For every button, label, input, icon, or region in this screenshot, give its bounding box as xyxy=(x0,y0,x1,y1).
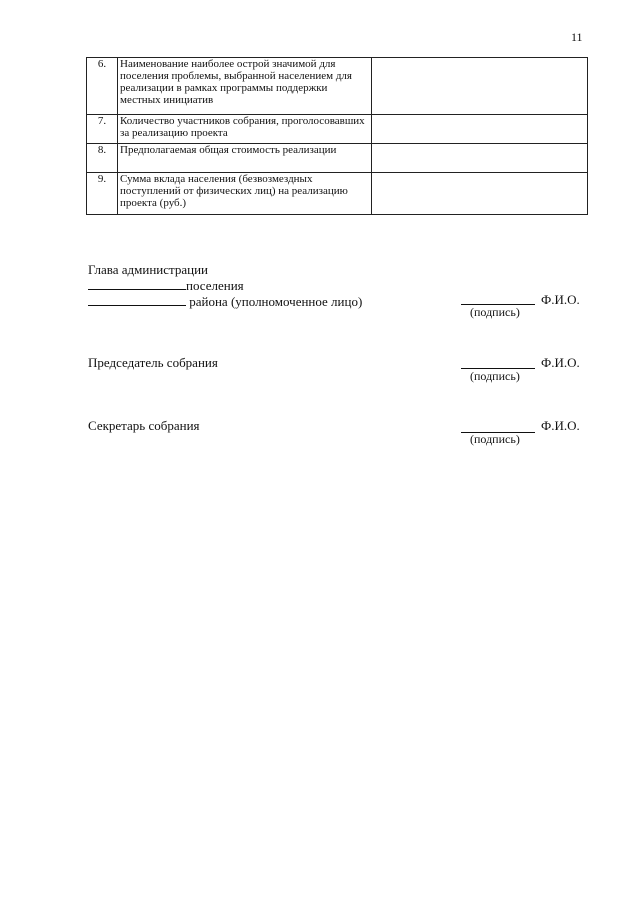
table-row xyxy=(87,58,588,115)
chairman-fio: Ф.И.О. xyxy=(541,355,580,370)
row-number: 7. xyxy=(87,115,118,144)
row-label: Наименование наиболее острой значимой для поселения проблемы, выбранной населением для реализации в рамках программы поддержки местных инициатив xyxy=(118,58,372,115)
secretary-title: Секретарь собрания xyxy=(88,418,200,433)
project-info-table xyxy=(86,57,588,215)
settlement-blank-line xyxy=(88,279,186,290)
district-blank-line xyxy=(88,295,186,306)
secretary-fio: Ф.И.О. xyxy=(541,418,580,433)
head-signature-caption: (подпись) xyxy=(470,305,520,319)
row-label: Сумма вклада населения (безвозмездных поступлений от физических лиц) на реализацию проекта (руб.) xyxy=(118,173,372,215)
table-row xyxy=(87,144,588,173)
secretary-signature-caption: (подпись) xyxy=(470,432,520,446)
settlement-suffix: поселения xyxy=(186,278,244,293)
table-row xyxy=(87,115,588,144)
chairman-signature-line xyxy=(461,354,535,369)
row-value xyxy=(372,115,588,144)
row-number: 6. xyxy=(87,58,118,115)
row-value xyxy=(372,144,588,173)
row-number: 9. xyxy=(87,173,118,215)
secretary-signature-line xyxy=(461,418,535,433)
row-label: Количество участников собрания, проголосовавших за реализацию проекта xyxy=(118,115,372,144)
head-title: Глава администрации xyxy=(88,262,209,277)
row-value xyxy=(372,58,588,115)
head-signature-line xyxy=(461,290,535,305)
district-suffix: района (уполномоченное лицо) xyxy=(189,294,363,309)
head-fio: Ф.И.О. xyxy=(541,292,580,307)
table-row xyxy=(87,173,588,215)
row-label: Предполагаемая общая стоимость реализации xyxy=(118,144,372,173)
page-number: 11 xyxy=(571,30,583,44)
row-number: 8. xyxy=(87,144,118,173)
chairman-signature-caption: (подпись) xyxy=(470,369,520,383)
chairman-title: Председатель собрания xyxy=(88,355,218,370)
row-value xyxy=(372,173,588,215)
